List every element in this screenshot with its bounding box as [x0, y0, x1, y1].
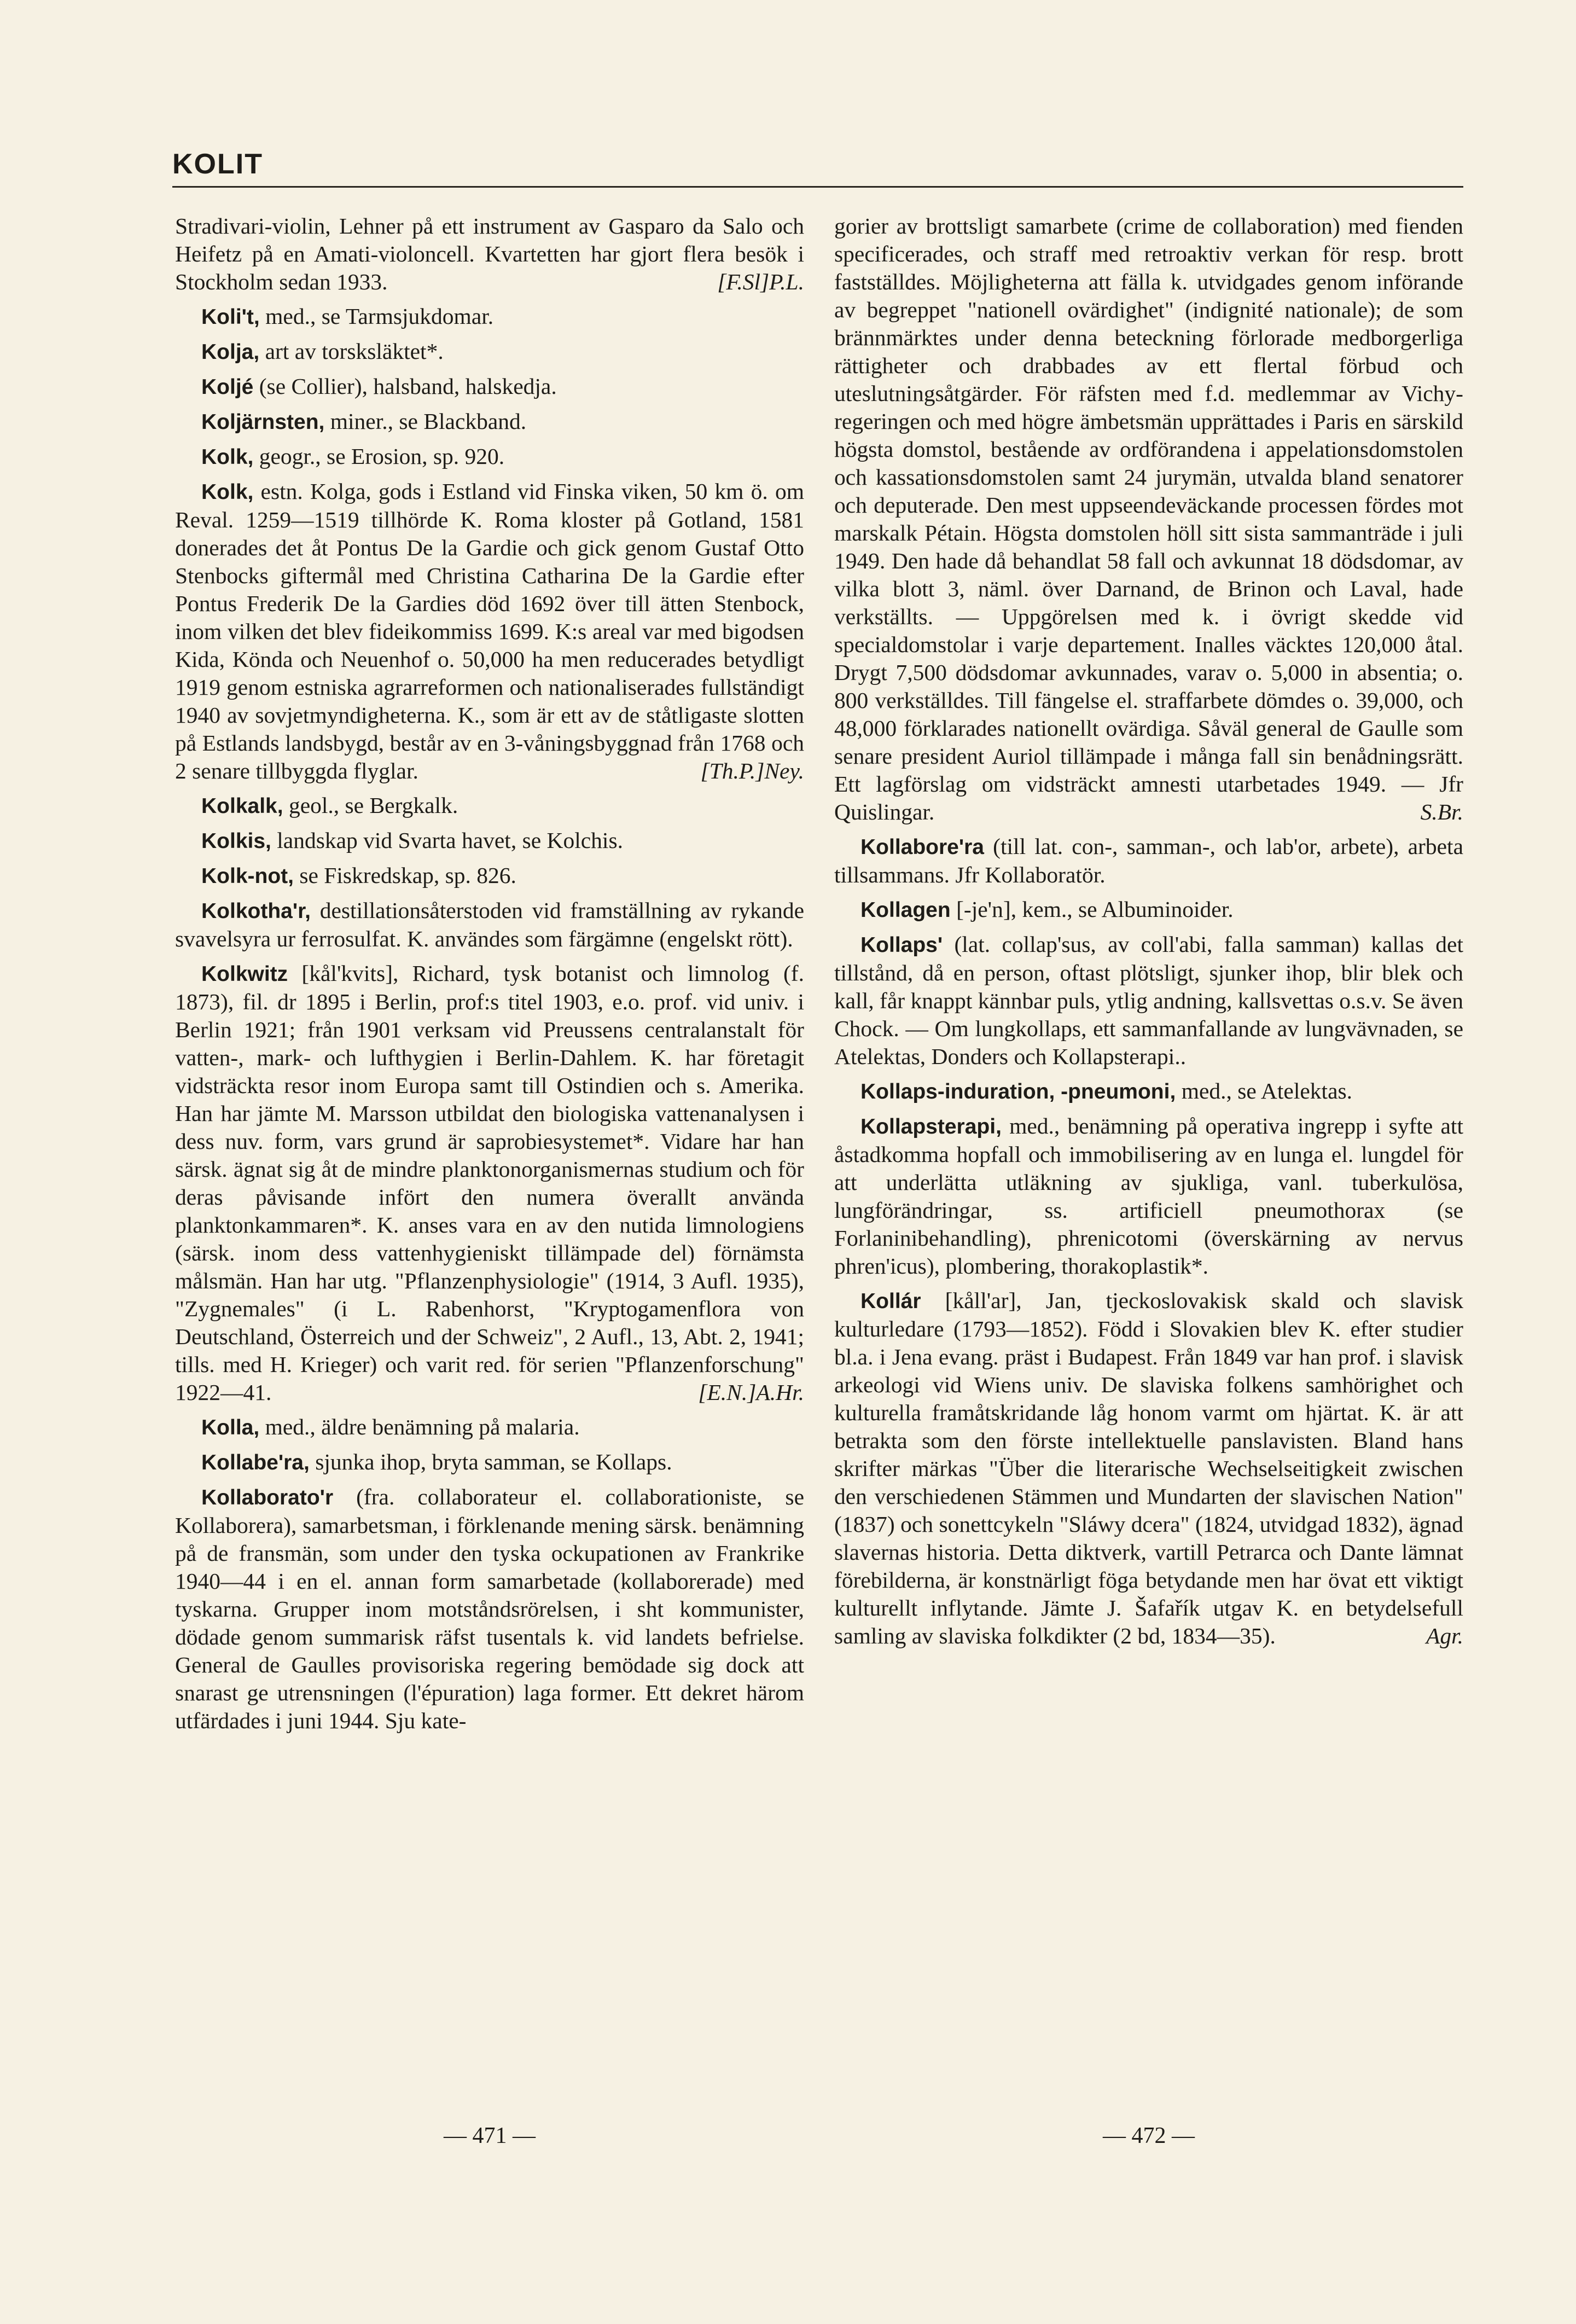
entry-text: (till lat. con-, samman-, och lab'or, arbete), arbeta tillsammans. Jfr Kollaboratör. [834, 834, 1463, 887]
entry-text: art av torsksläktet*. [259, 339, 444, 364]
entry-headword: Kolkotha'r, [201, 899, 311, 923]
entry-headword: Koljé [201, 375, 254, 399]
entry-headword: Kollaps-induration, -pneumoni, [860, 1080, 1176, 1103]
entry-headword: Kolkalk, [201, 794, 283, 818]
entry-text: se Fiskredskap, sp. 826. [293, 863, 516, 888]
entry-headword: Kollagen [860, 898, 951, 922]
right-column [834, 212, 1463, 1657]
entry-signature: S.Br. [1420, 799, 1463, 824]
entry-headword: Kollár [860, 1289, 921, 1313]
entry-headword: Kollaps' [860, 933, 943, 957]
dictionary-entry [834, 1287, 1463, 1650]
entry-text: sjunka ihop, bryta samman, se Kollaps. [309, 1449, 672, 1474]
entry-headword: Kolk, [201, 480, 254, 504]
entry-text: (fra. collaborateur el. collaborationiste, se Kollaborera), samarbetsman, i förklenande mening särsk. benämning på de fransmän, som under den tyska ockupationen av Frankrike 1940—44 i en el. annan form samarbetade (kollaborerade) med tyskarna. Grupper inom motståndsrörelsen, i sht kommunister, dödade genom summarisk räfst tusentals k. vid landets befrielse. General de Gaulles provisoriska regering bemödade sig dock att snarast ge utrensningen (l'épuration) laga former. Ett dekret härom utfärdades i juni 1944. Sju kate- [175, 1484, 804, 1733]
entry-text: Stradivari-violin, Lehner på ett instrument av Gasparo da Salo och Heifetz på en Amati-violoncell. Kvartetten har gjort flera besök i Stockholm sedan 1933. [175, 213, 804, 294]
dictionary-entry [175, 792, 804, 820]
entry-headword: Kolk-not, [201, 864, 294, 888]
entry-headword: Kollapsterapi, [860, 1115, 1002, 1138]
entry-text: (lat. collap'sus, av coll'abi, falla samman) kallas det tillstånd, då en person, oftast plötsligt, sjunker ihop, blir blek och kall, får knappt kännbar puls, ytlig andning, kallsvettas o.s.v. Se även Chock. — Om lungkollaps, ett sammanfallande av lungvävnaden, se Atelektas, Donders och Kollapsterapi.. [834, 932, 1463, 1069]
dictionary-entry [175, 373, 804, 401]
page-header-title: KOLIT [172, 148, 263, 180]
entry-text: geogr., se Erosion, sp. 920. [253, 444, 505, 469]
dictionary-entry [175, 960, 804, 1407]
entry-headword: Kolja, [201, 340, 260, 364]
entry-text: miner., se Blackband. [324, 409, 527, 434]
dictionary-entry [175, 408, 804, 436]
page-number-left: — 471 — [444, 2123, 536, 2148]
entry-text: med., se Atelektas. [1176, 1078, 1353, 1103]
dictionary-entry [175, 478, 804, 785]
entry-headword: Kollabe'ra, [201, 1451, 310, 1474]
dictionary-entry [834, 896, 1463, 924]
entry-signature: [F.Sl]P.L. [717, 269, 804, 294]
dictionary-entry [175, 897, 804, 953]
dictionary-entry [175, 1448, 804, 1477]
entry-text: [kåll'ar], Jan, tjeckoslovakisk skald och slavisk kulturledare (1793—1852). Född i Slovakien blev K. efter studier bl.a. i Jena evang. präst i Budapest. Från 1849 var han prof. i slavisk arkeologi vid Wiens univ. De slaviska folkens samhörighet och kulturella framåtskridande låg honom varmt om hjärtat. K. är att betrakta som den förste intellektuelle panslavisten. Bland hans skrifter märkas "Über die literarische Wechselseitigkeit zwischen den verschiedenen Stämmen und Mundarten der slavischen Nation" (1837) och sonettcykeln "Sláwy dcera" (1824, utvidgad 1832), ägnad slavernas historia. Detta diktverk, vartill Petrarca och Dante lämnat förebilderna, är konstnärligt föga betydande men har övat ett viktigt kulturellt inflytande. Jämte J. Šafařík utgav K. en betydelsefull samling av slaviska folkdikter (2 bd, 1834—35). [834, 1288, 1463, 1648]
entry-text: (se Collier), halsband, halskedja. [253, 374, 557, 399]
entry-headword: Koli't, [201, 305, 260, 329]
dictionary-entry [834, 1112, 1463, 1280]
entry-headword: Kolkis, [201, 829, 271, 853]
entry-headword: Kollabore'ra [860, 835, 985, 859]
dictionary-entry [175, 443, 804, 471]
header-rule [172, 186, 1463, 188]
dictionary-entry [175, 862, 804, 890]
entry-text: med., se Tarmsjukdomar. [259, 304, 494, 329]
dictionary-entry [175, 303, 804, 331]
entry-signature: [E.N.]A.Hr. [698, 1380, 804, 1405]
dictionary-entry [834, 212, 1463, 826]
entry-headword: Kollaborato'r [201, 1486, 334, 1509]
entry-text: estn. Kolga, gods i Estland vid Finska viken, 50 km ö. om Reval. 1259—1519 tillhörde K. Roma kloster på Gotland, 1581 donerades det åt Pontus De la Gardie och gick genom Gustaf Otto Stenbocks giftermål med Christina Catharina De la Gardie efter Pontus Frederik De la Gardies död 1692 över till ätten Stenbock, inom vilken det blev fideikommiss 1699. K:s areal var med bigodsen Kida, Könda och Neuenhof o. 50,000 ha men reducerades betydligt 1919 genom estniska agrarreformen och nationaliserades fullständigt 1940 av sovjetmyndigheterna. K., som är ett av de ståtligaste slotten på Estlands landsbygd, består av en 3-våningsbyggnad från 1768 och 2 senare tillbyggda flyglar. [175, 479, 804, 783]
dictionary-entry [175, 212, 804, 296]
left-column [175, 212, 804, 1741]
dictionary-entry [834, 931, 1463, 1071]
entry-signature: Agr. [1426, 1623, 1463, 1648]
entry-signature: [Th.P.]Ney. [700, 758, 804, 783]
entry-headword: Kolkwitz [201, 962, 288, 986]
entry-text: gorier av brottsligt samarbete (crime de collaboration) med fienden specificerades, och straff med retroaktiv verkan för resp. brott fastställdes. Möjligheterna att fälla k. utvidgades genom införande av begreppet "nationell ovärdighet" (indignité nationale); de som brännmärktes under denna beteckning förlorade medborgerliga rättigheter och drabbades av ett flertal förbud och uteslutningsåtgärder. För räfsten med f.d. medlemmar av Vichy-regeringen och med högre ämbetsmän upprättades i Paris en särskild högsta domstol, bestående av ordförandena i appelationsdomstolen och kassationsdomstolen samt 24 jurymän, utvalda bland senatorer och deputerade. Den mest uppseendeväckande processen fördes mot marskalk Pétain. Högsta domstolen höll sitt sista sammanträde i juli 1949. Den hade då behandlat 58 fall och avkunnat 18 dödsdomar, av vilka blott 3, näml. över Darnand, de Brinon och Laval, hade verkställts. — Uppgörelsen med k. i övrigt skedde vid specialdomstolar i varje departement. Inalles väcktes 120,000 åtal. Drygt 7,500 dödsdomar avkunnades, varav o. 5,000 in absentia; o. 800 verkställdes. Till fängelse el. straffarbete dömdes o. 39,000, och 48,000 förklarades nationellt ovärdiga. Såväl general de Gaulle som senare president Auriol tillämpade i många fall sin benådningsrätt. Ett lagförslag om vidsträckt amnesti utarbetades 1949. — Jfr Quislingar. [834, 213, 1463, 824]
dictionary-entry [175, 827, 804, 855]
entry-text: med., äldre benämning på malaria. [259, 1414, 580, 1439]
entry-headword: Kolk, [201, 445, 254, 469]
dictionary-entry [175, 1483, 804, 1735]
entry-text: med., benämning på operativa ingrepp i syfte att åstadkomma hopfall och immobilisering av en lunga el. lungdel för att underlätta utläkning av sjukliga, vanl. tuberkulösa, lungförändringar, ss. artificiell pneumothorax (se Forlaninibehandling), phrenicotomi (överskärning av nervus phren'icus), plombering, thorakoplastik*. [834, 1113, 1463, 1279]
entry-text: [kål'kvits], Richard, tysk botanist och limnolog (f. 1873), fil. dr 1895 i Berlin, prof:s titel 1903, e.o. prof. vid univ. i Berlin 1921; från 1901 verksam vid Preussens centralanstalt för vatten-, mark- och lufthygien i Berlin-Dahlem. K. har företagit vidsträckta resor inom Europa samt till Ostindien och s. Amerika. Han har jämte M. Marsson utbildat den biologiska vattenanalysen i dess nuv. form, vars grund är saprobiesystemet*. Vidare har han särsk. ägnat sig åt de mindre planktonorganismernas studium och för deras påvisande infört den numera överallt använda planktonkammaren*. K. anses vara en av den nutida limnologiens (särsk. inom dess vattenhygieniskt tillämpade del) förnämsta målsmän. Han har utg. "Pflanzenphysiologie" (1914, 3 Aufl. 1935), "Zygnemales" (i L. Rabenhorst, "Kryptogamenflora von Deutschland, Österreich und der Schweiz", 2 Aufl., 13, Abt. 2, 1941; tills. med H. Krieger) och varit red. för serien "Pflanzenforschung" 1922—41. [175, 961, 804, 1405]
entry-headword: Kolla, [201, 1416, 260, 1439]
entry-headword: Koljärnsten, [201, 410, 325, 434]
entry-text: destillationsåterstoden vid framställning av rykande svavelsyra ur ferrosulfat. K. användes som färgämne (engelskt rött). [175, 898, 804, 951]
entry-text: [-je'n], kem., se Albuminoider. [950, 897, 1234, 922]
entry-text: landskap vid Svarta havet, se Kolchis. [271, 828, 623, 853]
dictionary-entry [834, 833, 1463, 889]
dictionary-entry [834, 1077, 1463, 1106]
dictionary-entry [175, 338, 804, 366]
page-number-right: — 472 — [1103, 2123, 1195, 2148]
dictionary-entry [175, 1413, 804, 1442]
entry-text: geol., se Bergkalk. [283, 793, 458, 818]
